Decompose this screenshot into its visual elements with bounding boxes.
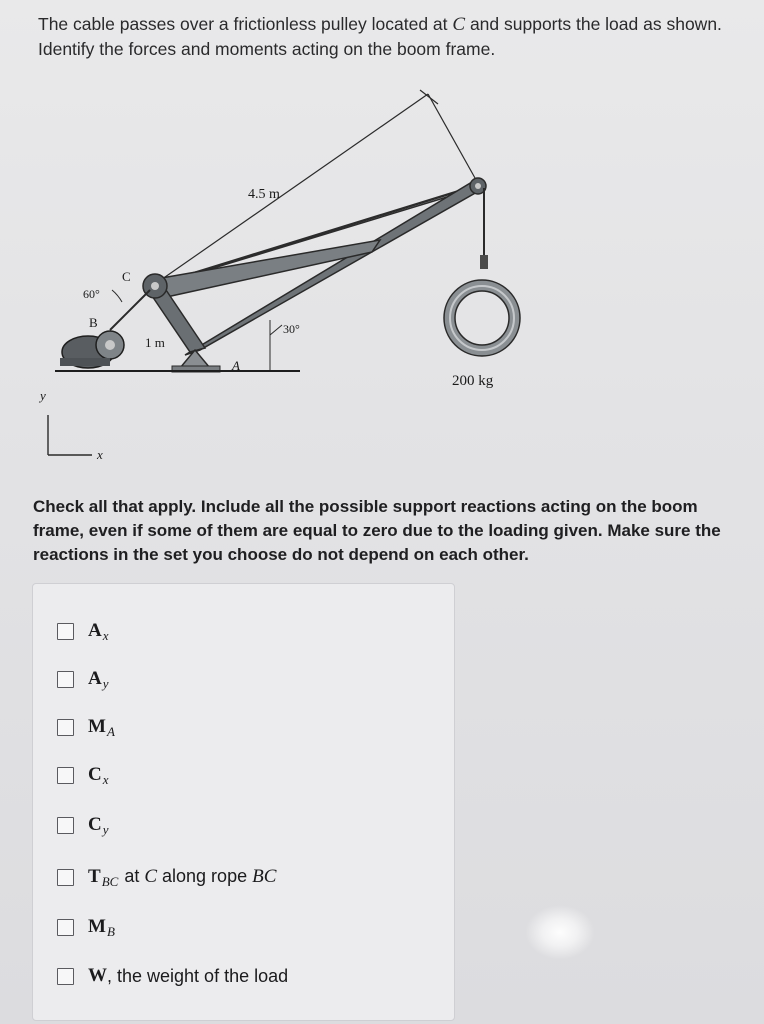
- option-cx-sub: x: [102, 772, 109, 787]
- label-1m: 1 m: [145, 335, 165, 350]
- instructions: Check all that apply. Include all the possible support reactions acting on the boom frame, even if some of them are equal to zero due to the loading given. Make sure the reactions in the set you choose do not depend on each other.: [33, 497, 721, 564]
- checkbox-w[interactable]: [57, 968, 74, 985]
- option-tbc-symbol: T: [88, 866, 101, 887]
- boom-frame-figure: [0, 80, 764, 480]
- label-load: 200 kg: [452, 373, 494, 389]
- option-tbc[interactable]: [57, 862, 276, 892]
- axis-label-y: y: [40, 388, 46, 403]
- option-ax[interactable]: [57, 616, 109, 646]
- pulley-c-hub: [151, 282, 159, 290]
- option-ma[interactable]: [57, 712, 115, 742]
- option-tbc-rope-bc: BC: [252, 866, 277, 887]
- option-mb-symbol: M: [88, 916, 106, 937]
- prompt-text-2: and supports the load as shown. Identify the forces and moments acting on the boom frame.: [38, 14, 722, 59]
- option-cy[interactable]: [57, 810, 109, 840]
- checkbox-mb[interactable]: [57, 919, 74, 936]
- option-tbc-text-at: at: [124, 866, 145, 886]
- option-tbc-description: [124, 866, 276, 888]
- option-ay-symbol: A: [88, 668, 102, 689]
- hook: [480, 255, 488, 269]
- checkbox-ax[interactable]: [57, 623, 74, 640]
- option-ma-sub: A: [106, 724, 115, 739]
- option-tbc-point-c: C: [144, 866, 158, 887]
- option-mb-sub: B: [106, 924, 115, 939]
- option-cy-sub: y: [102, 822, 109, 837]
- option-cx-symbol: C: [88, 764, 102, 785]
- checkbox-ma[interactable]: [57, 719, 74, 736]
- axis-label-x: x: [97, 447, 103, 462]
- option-cx[interactable]: [57, 760, 109, 790]
- label-4-5m: 4.5 m: [248, 187, 280, 202]
- screen-glare: [525, 905, 595, 960]
- problem-statement: [38, 12, 738, 61]
- label-60: 60°: [83, 287, 100, 301]
- label-b: B: [89, 315, 98, 330]
- label-a: A: [232, 358, 240, 373]
- option-ma-symbol: M: [88, 716, 106, 737]
- option-cy-symbol: C: [88, 814, 102, 835]
- support-b-cable: [110, 290, 150, 330]
- checkbox-ay[interactable]: [57, 671, 74, 688]
- label-c: C: [122, 269, 131, 284]
- option-tbc-text-along: along rope: [157, 866, 253, 886]
- angle-arc-60: [112, 290, 122, 302]
- option-ay-sub: y: [102, 676, 109, 691]
- boom-frame-diagram: [0, 80, 764, 480]
- winch-b-base: [60, 358, 110, 366]
- option-ay[interactable]: [57, 664, 109, 694]
- pulley-top-hub: [475, 183, 481, 189]
- checkbox-cy[interactable]: [57, 817, 74, 834]
- checkbox-cx[interactable]: [57, 767, 74, 784]
- dimension-extension: [428, 94, 475, 178]
- option-ax-sub: x: [102, 628, 109, 643]
- option-w[interactable]: [57, 961, 288, 991]
- checkbox-tbc[interactable]: [57, 869, 74, 886]
- label-30: 30°: [283, 322, 300, 336]
- prompt-point-c: C: [452, 14, 466, 35]
- boom-cross-member: [150, 240, 380, 298]
- support-a-pin: [180, 350, 210, 368]
- angle-arc-30: [270, 325, 282, 335]
- load-ring-inner: [455, 291, 509, 345]
- winch-b-hub: [105, 340, 115, 350]
- option-ax-symbol: A: [88, 620, 102, 641]
- option-w-symbol: W: [88, 965, 107, 986]
- option-tbc-sub: BC: [101, 874, 119, 889]
- answer-options-panel: [32, 583, 455, 1021]
- option-mb[interactable]: [57, 912, 115, 942]
- option-w-description: , the weight of the load: [107, 965, 289, 986]
- prompt-text-1: The cable passes over a frictionless pulley located at: [38, 14, 453, 34]
